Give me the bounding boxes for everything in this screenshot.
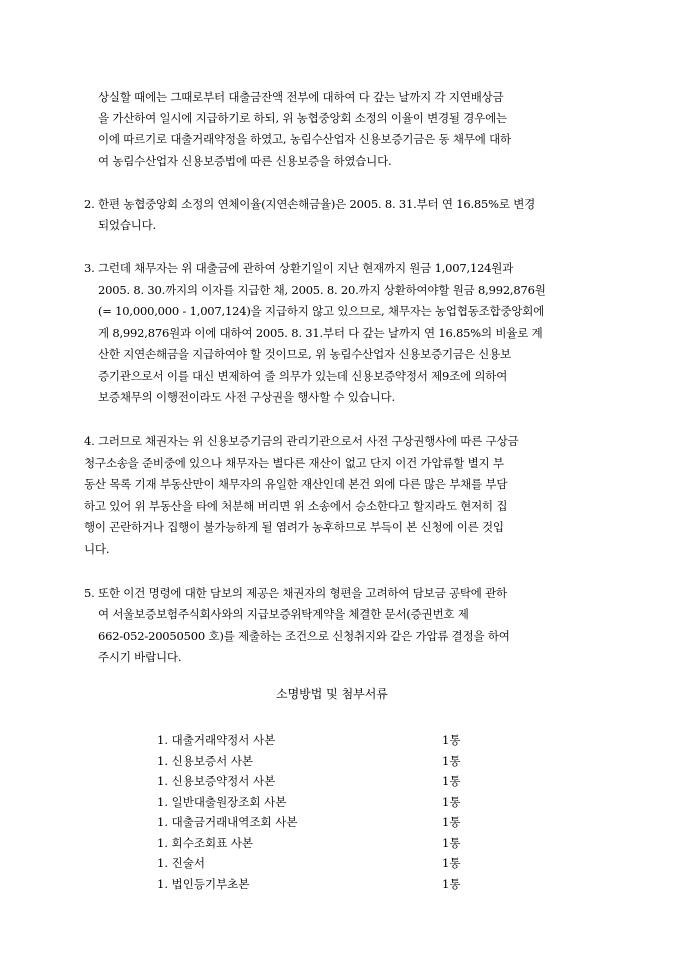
text-line: 3. 그런데 채무자는 위 대출금에 관하여 상환기일이 지난 현재까지 원금 1,007,124원과 <box>84 261 514 275</box>
attachment-quantity: 1통 <box>442 815 461 829</box>
text-line: (= 10,000,000 - 1,007,124)을 지급하지 않고 있으므로, 채무자는 농업협동조합중앙회에 <box>98 304 545 318</box>
attachments-heading: 소명방법 및 첨부서류 <box>276 687 388 701</box>
text-line: 산한 지연손해금을 지급하여야 할 것이므로, 위 농림수산업자 신용보증기금은 신용보 <box>98 347 511 361</box>
attachment-name: 1. 대출금거래내역조회 사본 <box>157 815 298 829</box>
text-line: 청구소송을 준비중에 있으나 채무자는 별다른 재산이 없고 단지 이건 가압류할 별지 부 <box>84 456 504 470</box>
text-line: 보증채무의 이행전이라도 사전 구상권을 행사할 수 있습니다. <box>98 390 395 404</box>
text-line: 여 농림수산업자 신용보증법에 따른 신용보증을 하였습니다. <box>98 154 392 168</box>
attachment-name: 1. 회수조회표 사본 <box>157 836 254 850</box>
attachment-name: 1. 법인등기부초본 <box>157 877 250 891</box>
attachment-name: 1. 신용보증약정서 사본 <box>157 774 276 788</box>
text-line: 니다. <box>84 542 110 556</box>
text-line: 행이 곤란하거나 집행이 불가능하게 될 염려가 농후하므로 부득이 본 신청에 이른 것입 <box>84 520 504 534</box>
attachment-quantity: 1통 <box>442 774 461 788</box>
attachment-name: 1. 일반대출원장조회 사본 <box>157 795 287 809</box>
text-line: 4. 그러므로 채권자는 위 신용보증기금의 관리기관으로서 사전 구상권행사에 따른 구상금 <box>84 434 519 448</box>
attachment-quantity: 1통 <box>442 856 461 870</box>
attachment-quantity: 1통 <box>442 733 461 747</box>
text-line: 2. 한편 농협중앙회 소정의 연체이율(지연손해금율)은 2005. 8. 31.부터 연 16.85%로 변경 <box>84 197 536 211</box>
attachment-quantity: 1통 <box>442 836 461 850</box>
text-line: 증기관으로서 이를 대신 변제하여 줄 의무가 있는데 신용보증약정서 제9조에 의하여 <box>98 369 508 383</box>
text-line: 동산 목록 기재 부동산만이 채무자의 유일한 재산인데 본건 외에 다른 많은 부채를 부담 <box>84 477 508 491</box>
text-line: 하고 있어 위 부동산을 타에 처분해 버리면 위 소송에서 승소한다고 할지라도 현저히 집 <box>84 499 508 513</box>
attachment-name: 1. 진술서 <box>157 856 205 870</box>
text-line: 2005. 8. 30.까지의 이자를 지급한 채, 2005. 8. 20.까지 상환하여야할 원금 8,992,876원 <box>98 283 546 297</box>
text-line: 주시기 바랍니다. <box>98 650 182 664</box>
text-line: 되었습니다. <box>98 218 156 232</box>
attachment-name: 1. 신용보증서 사본 <box>157 754 254 768</box>
text-line: 을 가산하여 일시에 지급하기로 하되, 위 농협중앙회 소정의 이율이 변경될 경우에는 <box>98 111 507 125</box>
attachment-quantity: 1통 <box>442 754 461 768</box>
text-line: 5. 또한 이건 명령에 대한 담보의 제공은 채권자의 형편을 고려하여 담보금 공탁에 관하 <box>84 586 507 600</box>
attachment-quantity: 1통 <box>442 795 461 809</box>
text-line: 게 8,992,876원과 이에 대하여 2005. 8. 31.부터 다 갚는 날까지 연 16.85%의 비율로 계 <box>98 326 543 340</box>
text-line: 상실할 때에는 그때로부터 대출금잔액 전부에 대하여 다 갚는 날까지 각 지연배상금 <box>98 90 504 104</box>
text-line: 이에 따르기로 대출거래약정을 하였고, 농림수산업자 신용보증기금은 동 채무에 대하 <box>98 132 511 146</box>
text-line: 662-052-20050500 호)를 제출하는 조건으로 신청취지와 같은 가압류 결정을 하여 <box>98 629 510 643</box>
text-line: 여 서울보증보험주식회사와의 지급보증위탁계약을 체결한 문서(증권번호 제 <box>98 607 469 621</box>
attachment-name: 1. 대출거래약정서 사본 <box>157 733 276 747</box>
attachment-quantity: 1통 <box>442 877 461 891</box>
